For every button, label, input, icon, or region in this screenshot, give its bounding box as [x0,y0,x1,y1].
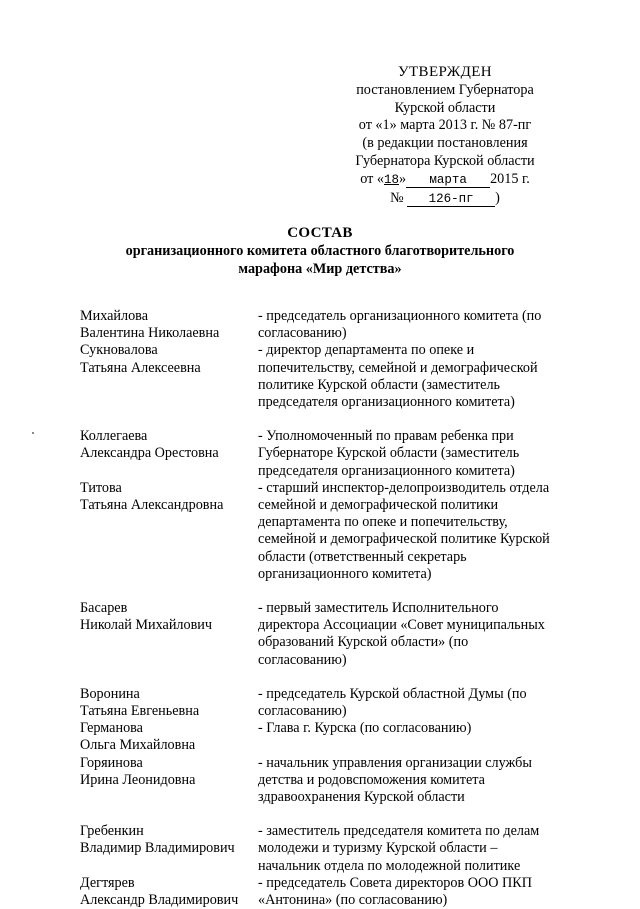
member-name: Титова Татьяна Александровна [80,479,224,514]
document-subtitle: организационного комитета областного благотворительного марафона «Мир детства» [125,243,515,277]
spacer [80,669,580,686]
member-name: Коллегаева Александра Орестовна [80,428,219,462]
member-role: - председатель Совета директоров ООО ПКП «Антонина» (по согласованию) [258,874,532,909]
approval-line: постановлением Губернатора [356,81,534,98]
member-role: - первый заместитель Исполнительного директора Ассоциации «Совет муниципальных образований Курской области» (по согласованию) [258,600,545,668]
member-entry [80,308,580,342]
amendment-number-line: № 126-пг ) [390,189,500,206]
member-role: - начальник управления организации службы детства и родовспоможения комитета здравоохранения Курской области [258,754,532,806]
member-name: Дегтярев Александр Владимирович [80,874,239,909]
member-entry [80,875,580,909]
member-name: Гребенкин Владимир Владимирович [80,823,235,857]
member-entry [80,823,580,875]
member-role: - заместитель председателя комитета по делам молодежи и туризму Курской области – начальник отдела по молодежной политике [258,823,540,874]
spacer [80,806,580,823]
member-entry [80,428,580,480]
member-name: Сукновалова Татьяна Алексеевна [80,342,201,376]
members-list [80,308,580,909]
approval-line: Губернатора Курской области [355,152,535,169]
approval-heading: УТВЕРЖДЕН [397,64,493,80]
spacer [80,411,580,428]
amendment-number: 126-пг [407,193,495,207]
document-title: СОСТАВ [287,225,353,241]
member-role: - Глава г. Курска (по согласованию) [258,720,472,737]
approval-line: Курской области [394,99,496,116]
member-role: - председатель Курской областной Думы (по согласованию) [258,685,527,720]
approval-line: от «1» марта 2013 г. № 87-пг [358,117,532,134]
member-entry [80,686,580,720]
member-entry [80,480,580,583]
spacer [80,583,580,600]
scan-speck [32,432,34,434]
member-entry [80,342,580,411]
approval-line: (в редакции постановления [362,135,528,152]
amendment-date-line: от «18» марта 2015 г. [360,170,530,187]
member-role: - Уполномоченный по правам ребенка при Губернаторе Курской области (заместитель председателя организационного комитета) [258,428,520,479]
member-name: Басарев Николай Михайлович [80,600,213,634]
member-name: Горяинова Ирина Леонидовна [80,754,196,788]
member-name: Германова Ольга Михайловна [80,720,196,754]
member-name: Михайлова Валентина Николаевна [80,308,220,342]
member-entry [80,720,580,754]
member-role: - старший инспектор-делопроизводитель отдела семейной и демографической политики департамента по опеке и попечительству, семейной и демографической политике Курской области (ответственный секретарь организационного комитета) [258,479,550,582]
member-entry [80,755,580,807]
member-name: Воронина Татьяна Евгеньевна [80,685,200,720]
amendment-day: 18 [383,172,399,187]
member-entry [80,600,580,669]
member-role: - председатель организационного комитета (по согласованию) [258,308,542,342]
member-role: - директор департамента по опеке и попечительству, семейной и демографической политике Курской области (заместитель председателя организационного комитета) [258,342,538,411]
amendment-month: марта [406,174,490,188]
approval-stamp [340,64,550,207]
